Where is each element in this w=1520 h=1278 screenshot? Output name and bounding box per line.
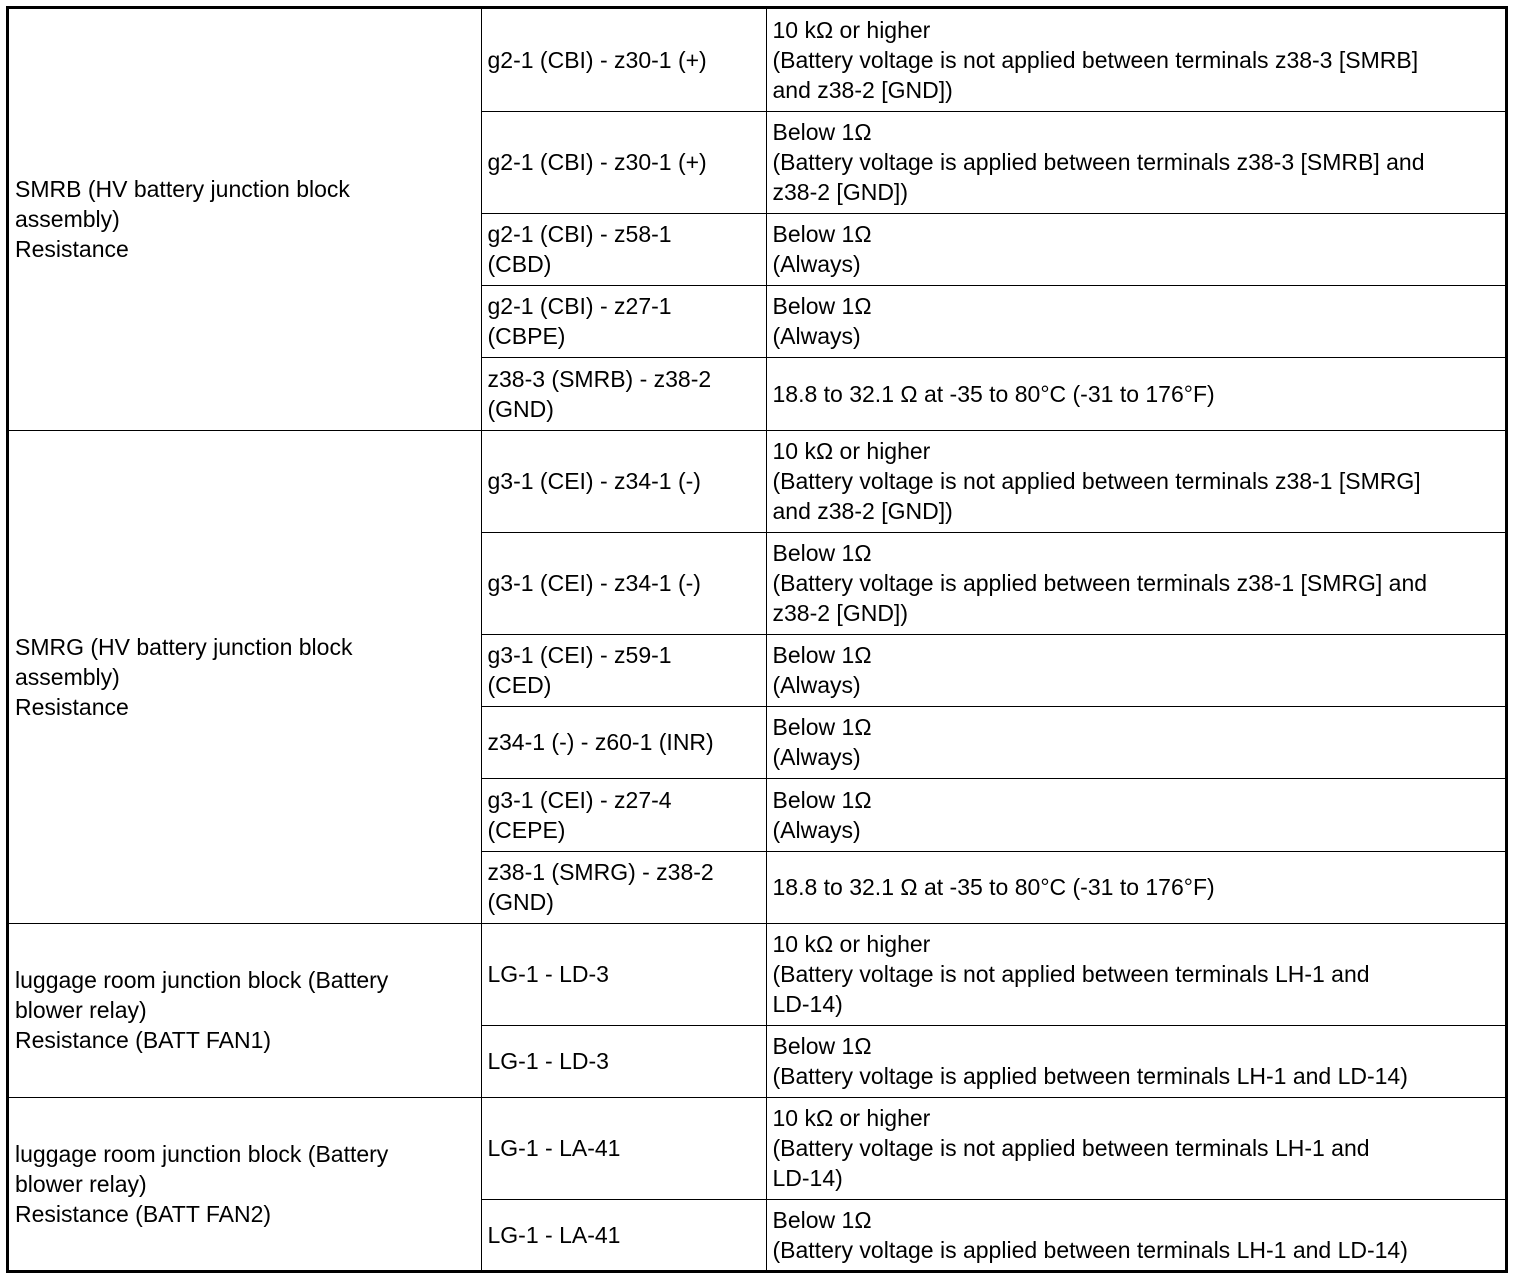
component-label: luggage room junction block (Battery blower relay) Resistance (BATT FAN2) bbox=[9, 1097, 481, 1271]
terminal-connection: g2-1 (CBI) - z30-1 (+) bbox=[481, 111, 766, 213]
specified-condition: Below 1Ω (Always) bbox=[766, 778, 1505, 851]
specified-condition: Below 1Ω (Always) bbox=[766, 634, 1505, 706]
specified-condition: 10 kΩ or higher (Battery voltage is not applied between terminals LH-1 and LD-14) bbox=[766, 1097, 1505, 1199]
terminal-connection: LG-1 - LA-41 bbox=[481, 1199, 766, 1271]
table-row bbox=[9, 923, 1505, 1025]
component-label: luggage room junction block (Battery blower relay) Resistance (BATT FAN1) bbox=[9, 923, 481, 1097]
terminal-connection: z34-1 (-) - z60-1 (INR) bbox=[481, 706, 766, 778]
specified-condition: Below 1Ω (Battery voltage is applied between terminals z38-3 [SMRB] and z38-2 [GND]) bbox=[766, 111, 1505, 213]
terminal-connection: g3-1 (CEI) - z59-1 (CED) bbox=[481, 634, 766, 706]
component-label: SMRB (HV battery junction block assembly) Resistance bbox=[9, 9, 481, 430]
terminal-connection: g2-1 (CBI) - z27-1 (CBPE) bbox=[481, 285, 766, 357]
specified-condition: Below 1Ω (Battery voltage is applied between terminals LH-1 and LD-14) bbox=[766, 1025, 1505, 1097]
specified-condition: Below 1Ω (Battery voltage is applied between terminals LH-1 and LD-14) bbox=[766, 1199, 1505, 1271]
specified-condition: Below 1Ω (Always) bbox=[766, 285, 1505, 357]
terminal-connection: g3-1 (CEI) - z27-4 (CEPE) bbox=[481, 778, 766, 851]
specified-condition: 18.8 to 32.1 Ω at -35 to 80°C (-31 to 176°F) bbox=[766, 357, 1505, 430]
terminal-connection: g3-1 (CEI) - z34-1 (-) bbox=[481, 532, 766, 634]
specified-condition: 10 kΩ or higher (Battery voltage is not applied between terminals z38-3 [SMRB] and z38-2 [GND]) bbox=[766, 9, 1505, 111]
terminal-connection: LG-1 - LD-3 bbox=[481, 923, 766, 1025]
specified-condition: Below 1Ω (Always) bbox=[766, 706, 1505, 778]
specified-condition: 18.8 to 32.1 Ω at -35 to 80°C (-31 to 176°F) bbox=[766, 851, 1505, 923]
resistance-spec-table bbox=[6, 6, 1508, 1273]
specified-condition: 10 kΩ or higher (Battery voltage is not applied between terminals LH-1 and LD-14) bbox=[766, 923, 1505, 1025]
table-row bbox=[9, 1097, 1505, 1199]
component-label: SMRG (HV battery junction block assembly) Resistance bbox=[9, 430, 481, 923]
terminal-connection: LG-1 - LD-3 bbox=[481, 1025, 766, 1097]
terminal-connection: LG-1 - LA-41 bbox=[481, 1097, 766, 1199]
terminal-connection: g2-1 (CBI) - z58-1 (CBD) bbox=[481, 213, 766, 285]
specified-condition: 10 kΩ or higher (Battery voltage is not applied between terminals z38-1 [SMRG] and z38-2 [GND]) bbox=[766, 430, 1505, 532]
terminal-connection: z38-1 (SMRG) - z38-2 (GND) bbox=[481, 851, 766, 923]
terminal-connection: g3-1 (CEI) - z34-1 (-) bbox=[481, 430, 766, 532]
spec-table bbox=[9, 9, 1505, 1272]
table-row bbox=[9, 9, 1505, 111]
terminal-connection: g2-1 (CBI) - z30-1 (+) bbox=[481, 9, 766, 111]
table-row bbox=[9, 430, 1505, 532]
terminal-connection: z38-3 (SMRB) - z38-2 (GND) bbox=[481, 357, 766, 430]
specified-condition: Below 1Ω (Battery voltage is applied between terminals z38-1 [SMRG] and z38-2 [GND]) bbox=[766, 532, 1505, 634]
specified-condition: Below 1Ω (Always) bbox=[766, 213, 1505, 285]
